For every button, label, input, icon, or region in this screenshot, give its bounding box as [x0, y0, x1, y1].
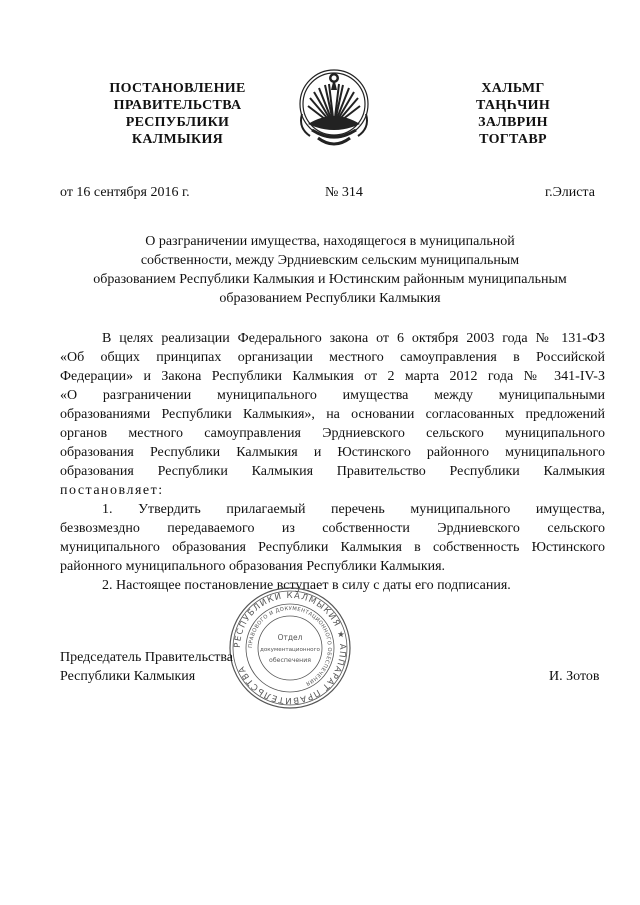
body-line: образованиями Республики Калмыкия», на основании согласованных предложений	[60, 407, 605, 422]
document-preamble	[60, 329, 605, 500]
signatory-position	[60, 648, 233, 686]
body-line: 1. Утвердить прилагаемый перечень муниципального имущества,	[102, 502, 605, 517]
resolves-word: постановляет:	[60, 483, 164, 498]
document-place: г.Элиста	[545, 185, 595, 200]
stamp-inner-text: ПРАВОВОГО И ДОКУМЕНТАЦИОННОГО ОБЕСПЕЧЕНИЯ	[247, 605, 333, 687]
body-line: «О разграничении муниципального имущества между муниципальными	[60, 388, 605, 403]
org-name-line: ТОГТАВР	[479, 132, 547, 147]
document-title	[60, 232, 600, 308]
clause-1	[60, 500, 605, 576]
org-name-line: РЕСПУБЛИКИ	[125, 115, 230, 130]
body-line: районного муниципального образования Республики Калмыкия.	[60, 559, 446, 574]
body-line: муниципального образования Республики Калмыкия в собственность Юстинского	[60, 540, 605, 555]
emblem-graphic	[296, 66, 372, 152]
org-name-line: ТАҢҺЧИН	[475, 98, 551, 113]
body-line: Федерации» и Закона Республики Калмыкия от 2 марта 2012 года № 341-IV-З	[60, 369, 605, 384]
document-number: № 314	[325, 185, 363, 200]
signatory-name: И. Зотов	[549, 669, 600, 684]
signatory-position-line: Председатель Правительства	[60, 650, 233, 665]
coat-of-arms-emblem	[296, 66, 372, 152]
body-line: образования Республики Калмыкия Правительство Республики Калмыкия	[60, 464, 605, 479]
stamp-center-line: обеспечения	[269, 657, 311, 664]
stamp-center-line: Отдел	[277, 633, 303, 642]
org-name-russian	[90, 80, 265, 148]
stamp-center-line: документационного	[260, 647, 320, 653]
signatory-position-line: Республики Калмыкия	[60, 669, 196, 684]
org-name-line: ПОСТАНОВЛЕНИЕ	[109, 81, 246, 96]
org-name-line: ХАЛЬМГ	[481, 81, 545, 96]
stamp-graphic	[228, 586, 352, 710]
title-line: образованием Республики Калмыкия и Юстинским районным муниципальным	[93, 272, 567, 287]
document-date: от 16 сентября 2016 г.	[60, 185, 190, 200]
title-line: собственности, между Эрдниевским сельским муниципальным	[140, 253, 520, 268]
body-line: безвозмездно передаваемого из собственности Эрдниевского сельского	[60, 521, 605, 536]
official-stamp	[228, 586, 352, 710]
body-line: «Об общих принципах организации местного самоуправления в Российской	[60, 350, 605, 365]
org-name-kalmyk	[448, 80, 578, 148]
body-line: В целях реализации Федерального закона от 6 октября 2003 года № 131-ФЗ	[102, 331, 605, 346]
title-line: О разграничении имущества, находящегося в муниципальной	[145, 234, 515, 249]
body-line: 2. Настоящее постановление вступает в силу с даты его подписания.	[102, 578, 511, 593]
body-line: образования Республики Калмыкия и Юстинского районного муниципального	[60, 445, 605, 460]
stamp-outer-text: РЕСПУБЛИКИ КАЛМЫКИЯ ★ АППАРАТ ПРАВИТЕЛЬСТВА	[232, 590, 348, 706]
org-name-line: КАЛМЫКИЯ	[131, 132, 224, 147]
body-line: органов местного самоуправления Эрдниевского сельского муниципального	[60, 426, 605, 441]
org-name-line: ЗАЛВРИН	[478, 115, 548, 130]
org-name-line: ПРАВИТЕЛЬСТВА	[113, 98, 242, 113]
title-line: образованием Республики Калмыкия	[219, 291, 441, 306]
